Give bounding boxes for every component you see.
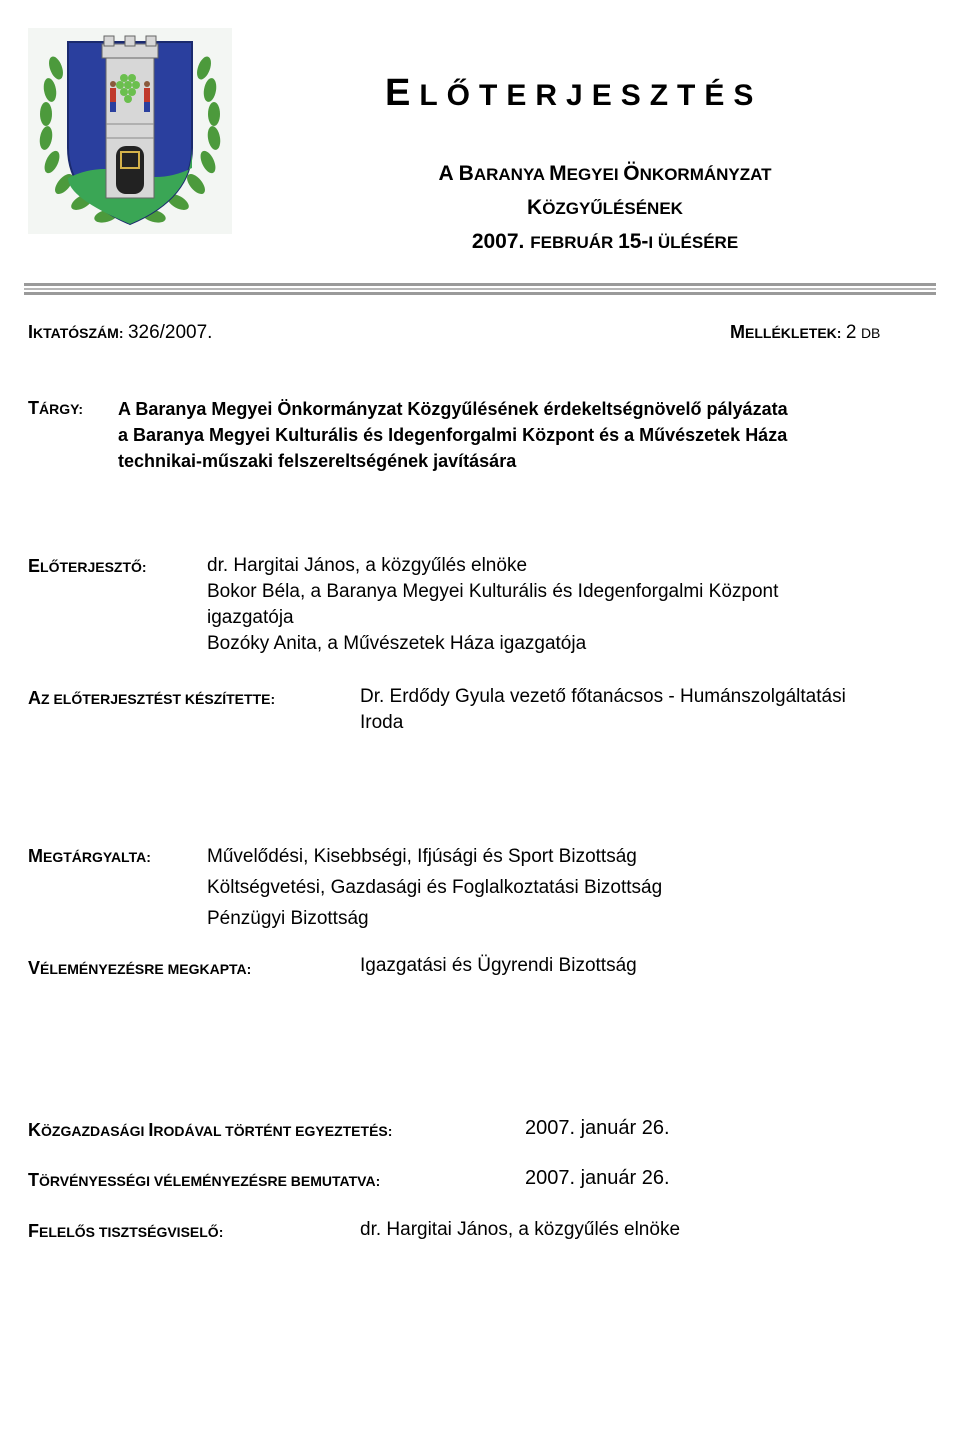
label-rest: RODÁVAL TÖRTÉNT EGYEZTETÉS:: [153, 1123, 393, 1139]
hdr-part: I ÜLÉSÉRE: [648, 233, 739, 252]
title-first-letter: E: [385, 72, 420, 114]
keszitette-label: [28, 688, 275, 709]
targy-line: technikai-műszaki felszereltségének javítására: [118, 451, 517, 471]
velemenyezes-label: [28, 958, 251, 979]
label-rest: ÖRVÉNYESSÉGI VÉLEMÉNYEZÉSRE BEMUTATVA:: [39, 1173, 381, 1189]
velemenyezes-value: Igazgatási és Ügyrendi Bizottság: [360, 955, 637, 976]
label-rest: KTATÓSZÁM:: [33, 325, 124, 341]
label-cap: K: [28, 1120, 41, 1140]
keszitette-line: Dr. Erdődy Gyula vezető főtanácsos - Humánszolgáltatási: [360, 686, 846, 707]
title-rest: LŐTERJESZTÉS: [419, 79, 763, 112]
label-cap: E: [28, 556, 41, 576]
targy-line: A Baranya Megyei Önkormányzat Közgyűlésének érdekeltségnövelő pályázata: [118, 399, 788, 419]
hdr-part: ÖZGYŰLÉSÉNEK: [542, 199, 683, 218]
label-cap: A: [28, 688, 41, 708]
label-cap: I: [28, 322, 34, 342]
label-rest: LŐTERJESZTŐ:: [40, 559, 147, 575]
felelos-value: dr. Hargitai János, a közgyűlés elnöke: [360, 1219, 681, 1240]
label-cap: T: [28, 1170, 39, 1190]
eloterjeszto-label: [28, 556, 147, 577]
keszitette-text: [360, 684, 846, 736]
hdr-part: 2007.: [471, 230, 531, 253]
keszitette-line: Iroda: [360, 712, 404, 733]
label-rest: ÁRGY:: [39, 401, 84, 417]
kozgazdasagi-label: [28, 1120, 392, 1141]
label-rest: EGTÁRGYALTA:: [43, 849, 151, 865]
header-line-3: [0, 230, 960, 254]
label-cap: M: [730, 322, 745, 342]
page-title: [385, 72, 762, 115]
bizottsag-line: Művelődési, Kisebbségi, Ifjúsági és Sport Bizottság: [207, 846, 637, 867]
hdr-part: Ö: [623, 162, 640, 185]
hdr-part: M: [549, 162, 567, 185]
eloterjeszto-line: Bokor Béla, a Baranya Megyei Kulturális és Idegenforgalmi Központ: [207, 581, 779, 602]
megtargyalta-text: [207, 841, 662, 934]
hdr-part: A: [438, 162, 459, 185]
targy-line: a Baranya Megyei Kulturális és Idegenforgalmi Központ és a Művészetek Háza: [118, 425, 788, 445]
hdr-part: 15-: [618, 230, 649, 253]
bizottsag-line: Költségvetési, Gazdasági és Foglalkoztatási Bizottság: [207, 877, 663, 898]
targy-label: [28, 398, 83, 419]
label-rest: ÉLEMÉNYEZÉSRE MEGKAPTA:: [40, 961, 252, 977]
hdr-part: FEBRUÁR: [530, 233, 619, 252]
label-cap: I: [148, 1120, 154, 1140]
eloterjeszto-line: dr. Hargitai János, a közgyűlés elnöke: [207, 555, 528, 576]
iktatoszam-value: 326/2007.: [127, 322, 213, 343]
kozgazdasagi-date: 2007. január 26.: [525, 1117, 670, 1139]
megtargyalta-label: [28, 846, 151, 867]
mellekletek-unit: DB: [860, 325, 881, 341]
label-cap: V: [28, 958, 41, 978]
hdr-part: EGYEI: [566, 165, 624, 184]
iktatoszam-row: [28, 322, 212, 344]
header-line-1: [0, 162, 960, 186]
eloterjeszto-line: igazgatója: [207, 607, 294, 628]
felelos-label: [28, 1221, 223, 1242]
bizottsag-line: Pénzügyi Bizottság: [207, 908, 369, 929]
label-cap: T: [28, 398, 39, 418]
header-divider: [24, 283, 936, 295]
label-cap: F: [28, 1221, 39, 1241]
mellekletek-value: 2: [845, 322, 857, 343]
hdr-part: ARANYA: [473, 165, 550, 184]
eloterjeszto-text: [207, 553, 778, 657]
hdr-part: K: [527, 196, 543, 219]
targy-text: [118, 396, 788, 474]
label-cap: M: [28, 846, 43, 866]
torvenyessegi-date: 2007. január 26.: [525, 1167, 670, 1189]
eloterjeszto-line: Bozóky Anita, a Művészetek Háza igazgatója: [207, 633, 587, 654]
hdr-part: NKORMÁNYZAT: [639, 165, 772, 184]
torvenyessegi-label: [28, 1170, 380, 1191]
header-line-2: [0, 196, 960, 220]
label-rest: ÖZGAZDASÁGI: [41, 1123, 149, 1139]
label-rest: ELLÉKLETEK:: [745, 325, 842, 341]
hdr-part: B: [458, 162, 474, 185]
mellekletek-row: [730, 322, 880, 344]
label-rest: ELELŐS TISZTSÉGVISELŐ:: [39, 1224, 224, 1240]
label-rest: Z ELŐTERJESZTÉST KÉSZÍTETTE:: [41, 691, 276, 707]
